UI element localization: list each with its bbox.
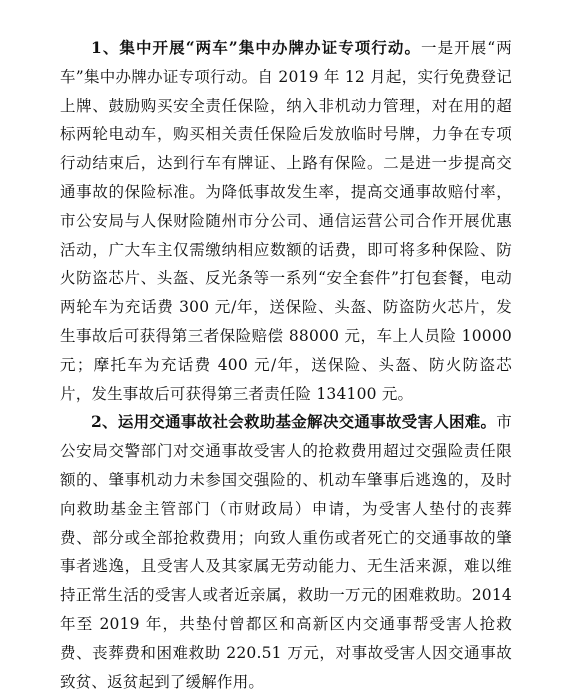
document-page bbox=[60, 34, 512, 696]
paragraph-2 bbox=[60, 408, 512, 696]
paragraph-2-heading: 2、运用交通事故社会救助基金解决交通事故受害人困难。 bbox=[91, 412, 497, 432]
paragraph-1 bbox=[60, 34, 512, 408]
paragraph-1-heading: 1、集中开展“两车”集中办牌办证专项行动。 bbox=[91, 38, 422, 57]
paragraph-1-body: 一是开展“两车”集中办牌办证专项行动。自 2019 年 12 月起，实行免费登记上牌、鼓励购买安全责任保险，纳入非机动力管理，对在用的超标两轮电动车，购买相关责任保险后发放临时号牌，力争在专项行动结束后，达到行车有牌证、上路有保险。二是进一步提高交通事故的保险标准。为降低事故发生率，提高交通事故赔付率，市公安局与人保财险随州市分公司、通信运营公司合作开展优惠活动，广大车主仅需缴纳相应数额的话费，即可将多种保险、防火防盗芯片、头盔、反光条等一系列“安全套件”打包套餐，电动两轮车为充话费 300 元/年，送保险、头盔、防盗防火芯片，发生事故后可获得第三者保险赔偿 88000 元，车上人员险 10000 元；摩托车为充话费 400 元/年，送保险、头盔、防火防盗芯片，发生事故后可获得第三者责任险 134100 元。 bbox=[60, 39, 512, 403]
paragraph-2-body: 市公安局交警部门对交通事故受害人的抢救费用超过交强险责任限额的、肇事机动力未参国交强险的、机动车肇事后逃逸的，及时向救助基金主管部门（市财政局）申请，为受害人垫付的丧葬费、部分或全部抢救费用；向致人重伤或者死亡的交通事故的肇事者逃逸，且受害人及其家属无劳动能力、无生活来源，难以维持正常生活的受害人或者近亲属，救助一万元的困难救助。2014 年至 2019 年，共垫付曾都区和高新区内交通事帮受害人抢救费、丧葬费和困难救助 220.51 万元，对事故受害人因交通事故致贫、返贫起到了缓解作用。 bbox=[60, 413, 512, 691]
